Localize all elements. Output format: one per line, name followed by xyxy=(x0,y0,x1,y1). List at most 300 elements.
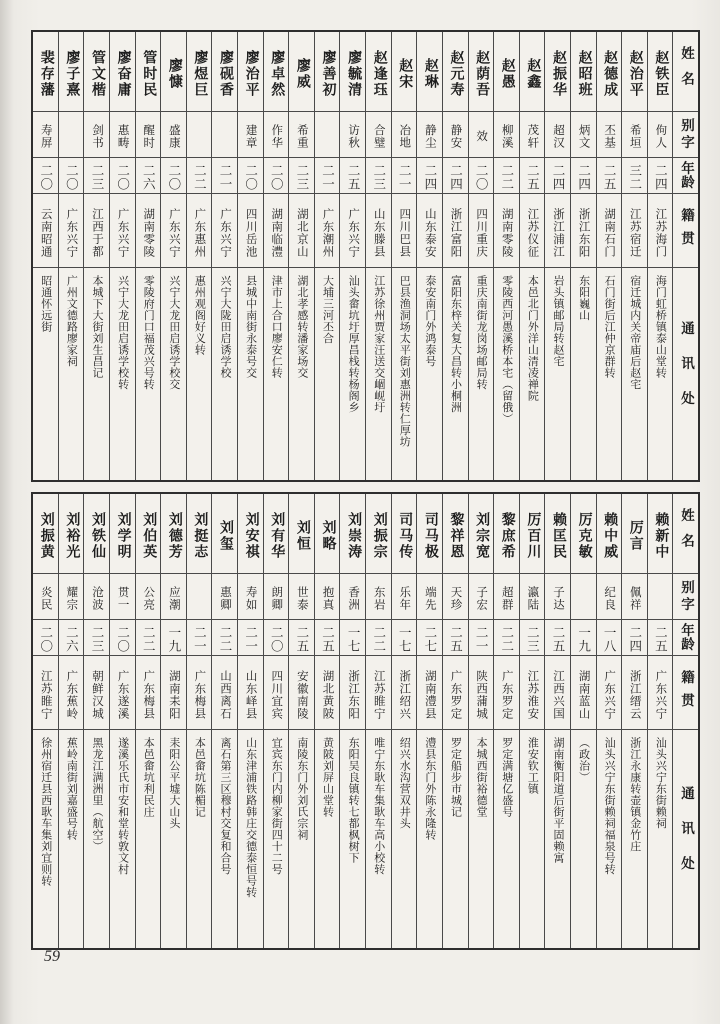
name-cell: 刘伯英 xyxy=(136,494,161,574)
address-cell: 浙江永康转壶镇金竹庄 xyxy=(628,737,641,852)
age-cell: 二一 xyxy=(392,158,417,194)
name-cell: 刘崇涛 xyxy=(340,494,365,574)
entry-column xyxy=(365,32,391,480)
address-cell: 唯宁东耿车集耿车高小校转 xyxy=(372,737,385,875)
zi-cell: 炎民 xyxy=(33,574,58,620)
address-cell: 离石第三区穆村交复和合号 xyxy=(219,737,232,875)
name-cell: 廖砚香 xyxy=(212,32,237,112)
address-cell: 宿迁城内关帝庙后赵宅 xyxy=(628,275,641,390)
zi-cell: 佝人 xyxy=(648,112,673,158)
table-columns xyxy=(33,32,698,480)
origin-cell: 浙江东阳 xyxy=(571,194,596,268)
entry-column xyxy=(519,32,545,480)
origin-cell: 广东兴宁 xyxy=(648,656,673,730)
zi-cell: 效 xyxy=(469,112,494,158)
entry-column xyxy=(186,32,212,480)
origin-cell: 广东兴宁 xyxy=(340,194,365,268)
address-cell: 昭通怀远街 xyxy=(39,275,52,333)
address-cell: 湖南衡阳道后街平固赖寓 xyxy=(551,737,564,864)
entry-column xyxy=(339,32,365,480)
zi-cell xyxy=(571,574,596,620)
entry-column xyxy=(135,32,161,480)
name-cell: 廖治平 xyxy=(238,32,263,112)
header-zi: 别字 xyxy=(673,574,698,620)
address-cell: 石门街后江仲京群转 xyxy=(603,275,616,379)
entry-column xyxy=(237,32,263,480)
address-cell: 蕉岭南街刘嘉盛号转 xyxy=(65,737,78,841)
zi-cell: 作华 xyxy=(264,112,289,158)
age-cell: 二二 xyxy=(494,620,519,656)
zi-cell: 冶地 xyxy=(392,112,417,158)
header-age: 年龄 xyxy=(673,158,698,194)
entry-column xyxy=(596,32,622,480)
zi-cell: 惠卿 xyxy=(212,574,237,620)
address-cell: 徐州宿迁县西耿车集刘宜则转 xyxy=(39,737,52,887)
address-cell: 大埔三河丕合 xyxy=(321,275,334,344)
address-cell: 宜宾东门内柳家街四十二号 xyxy=(270,737,283,875)
name-cell: 廖子熹 xyxy=(59,32,84,112)
name-cell: 赵愚 xyxy=(494,32,519,112)
name-cell: 赵振华 xyxy=(545,32,570,112)
entry-column xyxy=(58,494,84,948)
address-cell: 湖北孝感转潘家场交 xyxy=(295,275,308,379)
name-cell: 黎祥恩 xyxy=(443,494,468,574)
origin-cell: 湖南零陵 xyxy=(136,194,161,268)
entry-column xyxy=(468,32,494,480)
zi-cell: 应潮 xyxy=(161,574,186,620)
address-cell: 淮安钦工镇 xyxy=(526,737,539,795)
name-cell: 廖威 xyxy=(289,32,314,112)
entry-column xyxy=(442,494,468,948)
entry-column xyxy=(160,494,186,948)
name-cell: 赖匡民 xyxy=(545,494,570,574)
entry-column xyxy=(416,494,442,948)
origin-cell: 江西兴国 xyxy=(545,656,570,730)
age-cell: 二三 xyxy=(366,158,391,194)
address-cell: 黄陂刘屏山堂转 xyxy=(321,737,334,818)
address-cell: 县城中南街永泰号交 xyxy=(244,275,257,379)
age-cell: 二四 xyxy=(443,158,468,194)
name-cell: 刘挺志 xyxy=(187,494,212,574)
name-cell: 管文楷 xyxy=(84,32,109,112)
age-cell: 二七 xyxy=(417,620,442,656)
origin-cell: 江苏仪征 xyxy=(520,194,545,268)
zi-cell: 茂轩 xyxy=(520,112,545,158)
age-cell: 二〇 xyxy=(59,158,84,194)
entry-column xyxy=(621,32,647,480)
zi-cell: 沧波 xyxy=(84,574,109,620)
entry-column xyxy=(570,494,596,948)
address-cell: 江苏徐州贾家汪送交崓岘圩 xyxy=(372,275,385,413)
entry-column xyxy=(263,32,289,480)
origin-cell: 江苏睢宁 xyxy=(33,656,58,730)
origin-cell: 山东滕县 xyxy=(366,194,391,268)
name-cell: 管时民 xyxy=(136,32,161,112)
zi-cell: 静安 xyxy=(443,112,468,158)
name-cell: 赖新中 xyxy=(648,494,673,574)
header-column xyxy=(672,494,698,948)
origin-cell: 四川宜宾 xyxy=(264,656,289,730)
age-cell: 二二 xyxy=(212,620,237,656)
address-cell: 罗定船步市城记 xyxy=(449,737,462,818)
page-number: 59 xyxy=(44,948,60,965)
age-cell: 二三 xyxy=(520,620,545,656)
origin-cell: 浙江富阳 xyxy=(443,194,468,268)
address-cell: 兴宁大陇田启诱学校 xyxy=(219,275,232,379)
zi-cell: 东岩 xyxy=(366,574,391,620)
origin-cell: 浙江绍兴 xyxy=(392,656,417,730)
name-cell: 赵鑫 xyxy=(520,32,545,112)
entry-column xyxy=(391,494,417,948)
address-cell: 黑龙江满洲里（航空） xyxy=(90,737,103,852)
zi-cell: 世泰 xyxy=(289,574,314,620)
origin-cell: 广东遂溪 xyxy=(110,656,135,730)
name-cell: 裴存藩 xyxy=(33,32,58,112)
age-cell: 二六 xyxy=(59,620,84,656)
age-cell: 二一 xyxy=(212,158,237,194)
entry-column xyxy=(493,494,519,948)
age-cell: 二五 xyxy=(520,158,545,194)
zi-cell: 惠畴 xyxy=(110,112,135,158)
age-cell: 一七 xyxy=(340,620,365,656)
table-columns xyxy=(33,494,698,948)
age-cell: 二五 xyxy=(315,620,340,656)
zi-cell: 希垣 xyxy=(622,112,647,158)
name-cell: 廖善初 xyxy=(315,32,340,112)
name-cell: 刘铁仙 xyxy=(84,494,109,574)
name-cell: 赵荫吾 xyxy=(469,32,494,112)
zi-cell: 合璧 xyxy=(366,112,391,158)
name-cell: 司马极 xyxy=(417,494,442,574)
name-cell: 刘德芳 xyxy=(161,494,186,574)
header-age: 年龄 xyxy=(673,620,698,656)
entry-column xyxy=(83,32,109,480)
name-cell: 厉克敏 xyxy=(571,494,596,574)
zi-cell: 公亮 xyxy=(136,574,161,620)
zi-cell: 超汉 xyxy=(545,112,570,158)
zi-cell: 纪良 xyxy=(597,574,622,620)
address-cell: 兴宁大龙田启诱学校交 xyxy=(167,275,180,390)
zi-cell xyxy=(212,112,237,158)
header-name: 姓名 xyxy=(673,494,698,574)
origin-cell: 广东兴宁 xyxy=(597,656,622,730)
name-cell: 赖中威 xyxy=(597,494,622,574)
origin-cell: 江苏宿迁 xyxy=(622,194,647,268)
address-cell: 零陵府门口福茂兴号转 xyxy=(142,275,155,390)
age-cell: 二〇 xyxy=(110,158,135,194)
name-cell: 廖卓然 xyxy=(264,32,289,112)
name-cell: 厉百川 xyxy=(520,494,545,574)
zi-cell: 寿屏 xyxy=(33,112,58,158)
age-cell: 二〇 xyxy=(264,158,289,194)
entry-column xyxy=(109,494,135,948)
origin-cell: 江苏海门 xyxy=(648,194,673,268)
origin-cell: 湖南临澧 xyxy=(264,194,289,268)
origin-cell: 湖北黄陂 xyxy=(315,656,340,730)
address-cell: 耒阳公平墟大山头 xyxy=(167,737,180,829)
address-cell: 富阳东梓关复大昌转小桐洲 xyxy=(449,275,462,413)
entry-column xyxy=(596,494,622,948)
address-cell: 广州文德路廖家祠 xyxy=(65,275,78,367)
origin-cell: 广东蕉岭 xyxy=(59,656,84,730)
name-cell: 赵铁臣 xyxy=(648,32,673,112)
zi-cell: 静尘 xyxy=(417,112,442,158)
name-cell: 刘宗宽 xyxy=(469,494,494,574)
zi-cell: 端先 xyxy=(417,574,442,620)
header-origin: 籍贯 xyxy=(673,194,698,268)
age-cell: 二二 xyxy=(366,620,391,656)
zi-cell: 香洲 xyxy=(340,574,365,620)
age-cell: 二二 xyxy=(136,620,161,656)
age-cell: 二三 xyxy=(289,158,314,194)
address-cell: 汕头兴宁东街赖祠 xyxy=(654,737,667,829)
entry-column xyxy=(58,32,84,480)
origin-cell: 四川重庆 xyxy=(469,194,494,268)
entry-column xyxy=(621,494,647,948)
entry-column xyxy=(416,32,442,480)
zi-cell: 醒时 xyxy=(136,112,161,158)
age-cell: 二〇 xyxy=(238,158,263,194)
name-cell: 廖毓清 xyxy=(340,32,365,112)
entry-column xyxy=(263,494,289,948)
age-cell: 一九 xyxy=(571,620,596,656)
origin-cell: 浙江东阳 xyxy=(340,656,365,730)
zi-cell: 子宏 xyxy=(469,574,494,620)
age-cell: 二一 xyxy=(187,620,212,656)
age-cell: 一七 xyxy=(392,620,417,656)
zi-cell: 天珍 xyxy=(443,574,468,620)
directory-table-bottom xyxy=(31,492,700,950)
age-cell: 二五 xyxy=(340,158,365,194)
entry-column xyxy=(211,494,237,948)
entry-column xyxy=(442,32,468,480)
name-cell: 赵宋 xyxy=(392,32,417,112)
name-cell: 赵治平 xyxy=(622,32,647,112)
zi-cell: 子达 xyxy=(545,574,570,620)
name-cell: 廖奋庸 xyxy=(110,32,135,112)
origin-cell: 广东兴宁 xyxy=(212,194,237,268)
entry-column xyxy=(519,494,545,948)
zi-cell: 超群 xyxy=(494,574,519,620)
age-cell: 二一 xyxy=(238,620,263,656)
age-cell: 二〇 xyxy=(264,620,289,656)
address-cell: 泰安南门外鸿泰号 xyxy=(423,275,436,367)
address-cell: 兴宁大龙田启诱学校转 xyxy=(116,275,129,390)
age-cell: 二四 xyxy=(622,620,647,656)
entry-column xyxy=(160,32,186,480)
header-column xyxy=(672,32,698,480)
origin-cell: 四川巴县 xyxy=(392,194,417,268)
entry-column xyxy=(570,32,596,480)
origin-cell: 云南昭通 xyxy=(33,194,58,268)
name-cell: 刘学明 xyxy=(110,494,135,574)
origin-cell: 广东惠州 xyxy=(187,194,212,268)
header-address: 通讯处 xyxy=(679,321,694,427)
entry-column xyxy=(647,32,673,480)
entry-column xyxy=(33,32,58,480)
name-cell: 刘略 xyxy=(315,494,340,574)
zi-cell xyxy=(315,112,340,158)
age-cell: 二四 xyxy=(571,158,596,194)
age-cell: 二五 xyxy=(443,620,468,656)
name-cell: 廖慷 xyxy=(161,32,186,112)
origin-cell: 湖北京山 xyxy=(289,194,314,268)
age-cell: 二三 xyxy=(84,620,109,656)
zi-cell: 盛康 xyxy=(161,112,186,158)
address-cell: 巴县渔洞场太平街刘惠洲转仁厚坊 xyxy=(398,275,411,448)
age-cell: 二一 xyxy=(315,158,340,194)
age-cell: 三二 xyxy=(622,158,647,194)
origin-cell: 四川岳池 xyxy=(238,194,263,268)
origin-cell: 广东兴宁 xyxy=(161,194,186,268)
zi-cell: 佩祥 xyxy=(622,574,647,620)
address-cell: 本邑北门外洋山清凌禅院 xyxy=(526,275,539,402)
address-cell: 本城下大街刘生昌记 xyxy=(90,275,103,379)
age-cell: 二〇 xyxy=(110,620,135,656)
address-cell: 海门虹桥镇泰山堂转 xyxy=(654,275,667,379)
origin-cell: 广东兴宁 xyxy=(110,194,135,268)
entry-column xyxy=(544,32,570,480)
age-cell: 二〇 xyxy=(33,620,58,656)
address-cell: 山东津浦铁路韩庄交德泰恒号转 xyxy=(244,737,257,898)
zi-cell: 炳文 xyxy=(571,112,596,158)
name-cell: 厉言 xyxy=(622,494,647,574)
address-cell: 东阳巍山 xyxy=(577,275,590,321)
header-zi: 别字 xyxy=(673,112,698,158)
entry-column xyxy=(288,494,314,948)
age-cell: 二六 xyxy=(136,158,161,194)
header-name: 姓名 xyxy=(673,32,698,112)
entry-column xyxy=(109,32,135,480)
name-cell: 刘安祺 xyxy=(238,494,263,574)
age-cell: 二一 xyxy=(469,620,494,656)
origin-cell: 陕西蒲城 xyxy=(469,656,494,730)
age-cell: 二五 xyxy=(289,620,314,656)
name-cell: 刘振黄 xyxy=(33,494,58,574)
origin-cell: 广东兴宁 xyxy=(59,194,84,268)
origin-cell: 湖南耒阳 xyxy=(161,656,186,730)
name-cell: 赵琳 xyxy=(417,32,442,112)
age-cell: 二五 xyxy=(597,158,622,194)
name-cell: 司马传 xyxy=(392,494,417,574)
age-cell: 二四 xyxy=(417,158,442,194)
origin-cell: 安徽南陵 xyxy=(289,656,314,730)
name-cell: 刘振宗 xyxy=(366,494,391,574)
zi-cell: 瀛陆 xyxy=(520,574,545,620)
address-cell: 罗定满塘亿盛号 xyxy=(500,737,513,818)
age-cell: 二〇 xyxy=(161,158,186,194)
age-cell: 二四 xyxy=(545,158,570,194)
name-cell: 刘裕光 xyxy=(59,494,84,574)
zi-cell: 柳溪 xyxy=(494,112,519,158)
name-cell: 刘玺 xyxy=(212,494,237,574)
address-cell: 零陵西河愚溪桥本宅（留俄） xyxy=(500,275,513,425)
age-cell: 二五 xyxy=(648,620,673,656)
entry-column xyxy=(314,32,340,480)
age-cell: 二〇 xyxy=(469,158,494,194)
entry-column xyxy=(339,494,365,948)
entry-column xyxy=(493,32,519,480)
origin-cell: 广东潮州 xyxy=(315,194,340,268)
address-cell: 惠州观阁好义转 xyxy=(193,275,206,356)
name-cell: 赵昭班 xyxy=(571,32,596,112)
directory-table-top xyxy=(31,30,700,482)
origin-cell: 广东梅县 xyxy=(136,656,161,730)
address-cell: 东阳吴良镇转七都枫树下 xyxy=(347,737,360,864)
name-cell: 黎庶希 xyxy=(494,494,519,574)
header-address: 通讯处 xyxy=(679,786,694,892)
entry-column xyxy=(544,494,570,948)
origin-cell: 江苏淮安 xyxy=(520,656,545,730)
entry-column xyxy=(211,32,237,480)
origin-cell: 湖南零陵 xyxy=(494,194,519,268)
zi-cell xyxy=(187,574,212,620)
zi-cell: 希重 xyxy=(289,112,314,158)
age-cell: 二五 xyxy=(545,620,570,656)
name-cell: 赵逢珏 xyxy=(366,32,391,112)
origin-cell: 广东罗定 xyxy=(494,656,519,730)
address-cell: 澧县东门外陈永隆转 xyxy=(423,737,436,841)
zi-cell: 寿如 xyxy=(238,574,263,620)
zi-cell: 丕基 xyxy=(597,112,622,158)
age-cell: 一九 xyxy=(161,620,186,656)
address-cell: 遂溪乐氏市安和堂转敦文村 xyxy=(116,737,129,875)
address-cell: （政治） xyxy=(577,737,590,783)
zi-cell: 朗卿 xyxy=(264,574,289,620)
entry-column xyxy=(468,494,494,948)
zi-cell: 访秋 xyxy=(340,112,365,158)
entry-column xyxy=(135,494,161,948)
origin-cell: 山东峄县 xyxy=(238,656,263,730)
name-cell: 刘恒 xyxy=(289,494,314,574)
entry-column xyxy=(288,32,314,480)
address-cell: 本邑畲坑利民庄 xyxy=(142,737,155,818)
name-cell: 赵德成 xyxy=(597,32,622,112)
origin-cell: 广东罗定 xyxy=(443,656,468,730)
address-cell: 绍兴水沟营双井头 xyxy=(398,737,411,829)
age-cell: 二四 xyxy=(648,158,673,194)
entry-column xyxy=(33,494,58,948)
address-cell: 本邑畲坑陈楣记 xyxy=(193,737,206,818)
name-cell: 刘有华 xyxy=(264,494,289,574)
zi-cell: 抱真 xyxy=(315,574,340,620)
zi-cell: 剑书 xyxy=(84,112,109,158)
entry-column xyxy=(237,494,263,948)
entry-column xyxy=(647,494,673,948)
entry-column xyxy=(365,494,391,948)
address-cell: 本城西街裕德堂 xyxy=(475,737,488,818)
address-cell: 南陵东门外刘氏宗祠 xyxy=(295,737,308,841)
age-cell: 一八 xyxy=(597,620,622,656)
zi-cell xyxy=(187,112,212,158)
name-cell: 廖煜巨 xyxy=(187,32,212,112)
zi-cell xyxy=(59,112,84,158)
age-cell: 二〇 xyxy=(33,158,58,194)
origin-cell: 浙江缙云 xyxy=(622,656,647,730)
origin-cell: 湖南蓝山 xyxy=(571,656,596,730)
address-cell: 汕头畲坑圩厚昌栈转杨阁乡 xyxy=(347,275,360,413)
zi-cell: 耀宗 xyxy=(59,574,84,620)
entry-column xyxy=(186,494,212,948)
age-cell: 二三 xyxy=(84,158,109,194)
age-cell: 二二 xyxy=(187,158,212,194)
origin-cell: 山西离石 xyxy=(212,656,237,730)
zi-cell xyxy=(648,574,673,620)
age-cell: 二二 xyxy=(494,158,519,194)
header-origin: 籍贯 xyxy=(673,656,698,730)
origin-cell: 湖南澧县 xyxy=(417,656,442,730)
origin-cell: 江西于都 xyxy=(84,194,109,268)
